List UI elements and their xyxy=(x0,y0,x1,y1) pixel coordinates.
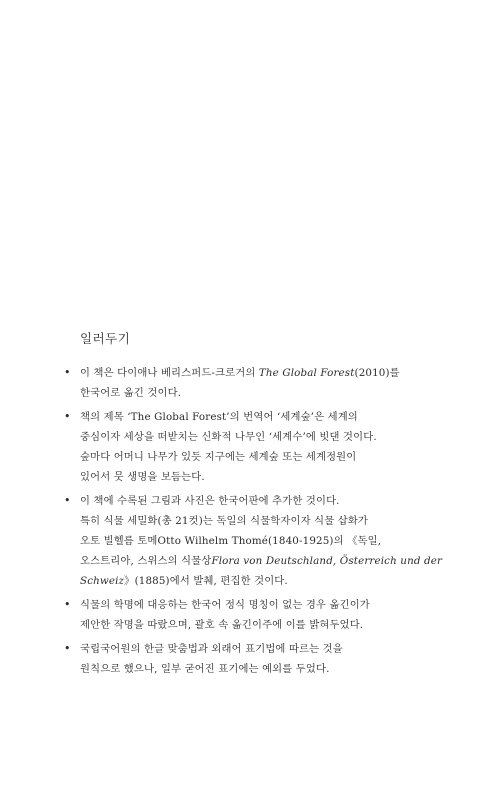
notes-title: 일러두기 xyxy=(80,331,131,346)
bullet-icon: • xyxy=(64,366,71,379)
note-text: 숲마다 어머니 나무가 있듯 지구에는 세계숲 또는 세계정원이 xyxy=(80,451,357,463)
note-line xyxy=(80,427,400,447)
note-item xyxy=(64,407,400,487)
note-item xyxy=(64,639,400,679)
bullet-icon: • xyxy=(64,494,71,507)
note-line xyxy=(80,407,400,427)
note-text: 이 책은 다이애나 베리스퍼드-크로거의 xyxy=(80,367,259,379)
note-line xyxy=(80,383,400,403)
italic-title-text: The Global Forest xyxy=(258,367,355,379)
note-line xyxy=(80,615,400,635)
note-text: (2010)를 xyxy=(354,367,400,379)
note-line xyxy=(80,551,443,571)
note-text: 책의 제목 ‘The Global Forest’의 번역어 ‘세계숲’은 세계의 xyxy=(80,411,358,423)
note-text: 국립국어원의 한글 맞춤법과 외래어 표기법에 따르는 것을 xyxy=(80,643,343,655)
note-text: 제안한 작명을 따랐으며, 괄호 속 옮긴이주에 이를 밝혀두었다. xyxy=(80,619,364,631)
note-line xyxy=(80,363,400,383)
bullet-icon: • xyxy=(64,598,71,611)
note-item xyxy=(64,595,400,635)
note-line xyxy=(80,467,400,487)
note-item xyxy=(64,363,400,403)
note-line xyxy=(80,571,400,591)
note-line xyxy=(80,659,400,679)
note-text: 이 책에 수록된 그림과 사진은 한국어판에 추가한 것이다. xyxy=(80,495,340,507)
italic-title-text: Flora von Deutschland, Österreich und der xyxy=(211,555,443,567)
note-text: 특히 식물 세밀화(총 21컷)는 독일의 식물학자이자 식물 삽화가 xyxy=(80,515,369,527)
note-line xyxy=(80,595,400,615)
bullet-icon: • xyxy=(64,642,71,655)
note-text: 》(1885)에서 발췌, 편집한 것이다. xyxy=(124,575,288,587)
note-text: 식물의 학명에 대응하는 한국어 정식 명칭이 없는 경우 옮긴이가 xyxy=(80,599,370,611)
note-text: 원칙으로 했으나, 일부 굳어진 표기에는 예외를 두었다. xyxy=(80,663,330,675)
note-line xyxy=(80,511,400,531)
note-text: 있어서 뭇 생명을 보듬는다. xyxy=(80,471,205,483)
editorial-notes xyxy=(64,330,443,683)
note-text: 한국어로 옮긴 것이다. xyxy=(80,387,182,399)
italic-title-text: Schweiz xyxy=(80,575,125,587)
note-text: 오스트리아, 스위스의 식물상 xyxy=(80,555,212,567)
note-text: 오토 빌헬름 토메Otto Wilhelm Thomé(1840-1925)의 《독일, xyxy=(80,535,382,547)
bullet-icon: • xyxy=(64,410,71,423)
note-line xyxy=(80,447,400,467)
note-text: 중심이자 세상을 떠받치는 신화적 나무인 ‘세계수’에 빗댄 것이다. xyxy=(80,431,377,443)
note-line xyxy=(80,531,400,551)
note-list xyxy=(64,363,443,679)
note-item xyxy=(64,491,443,591)
note-line xyxy=(80,491,400,511)
note-line xyxy=(80,639,400,659)
